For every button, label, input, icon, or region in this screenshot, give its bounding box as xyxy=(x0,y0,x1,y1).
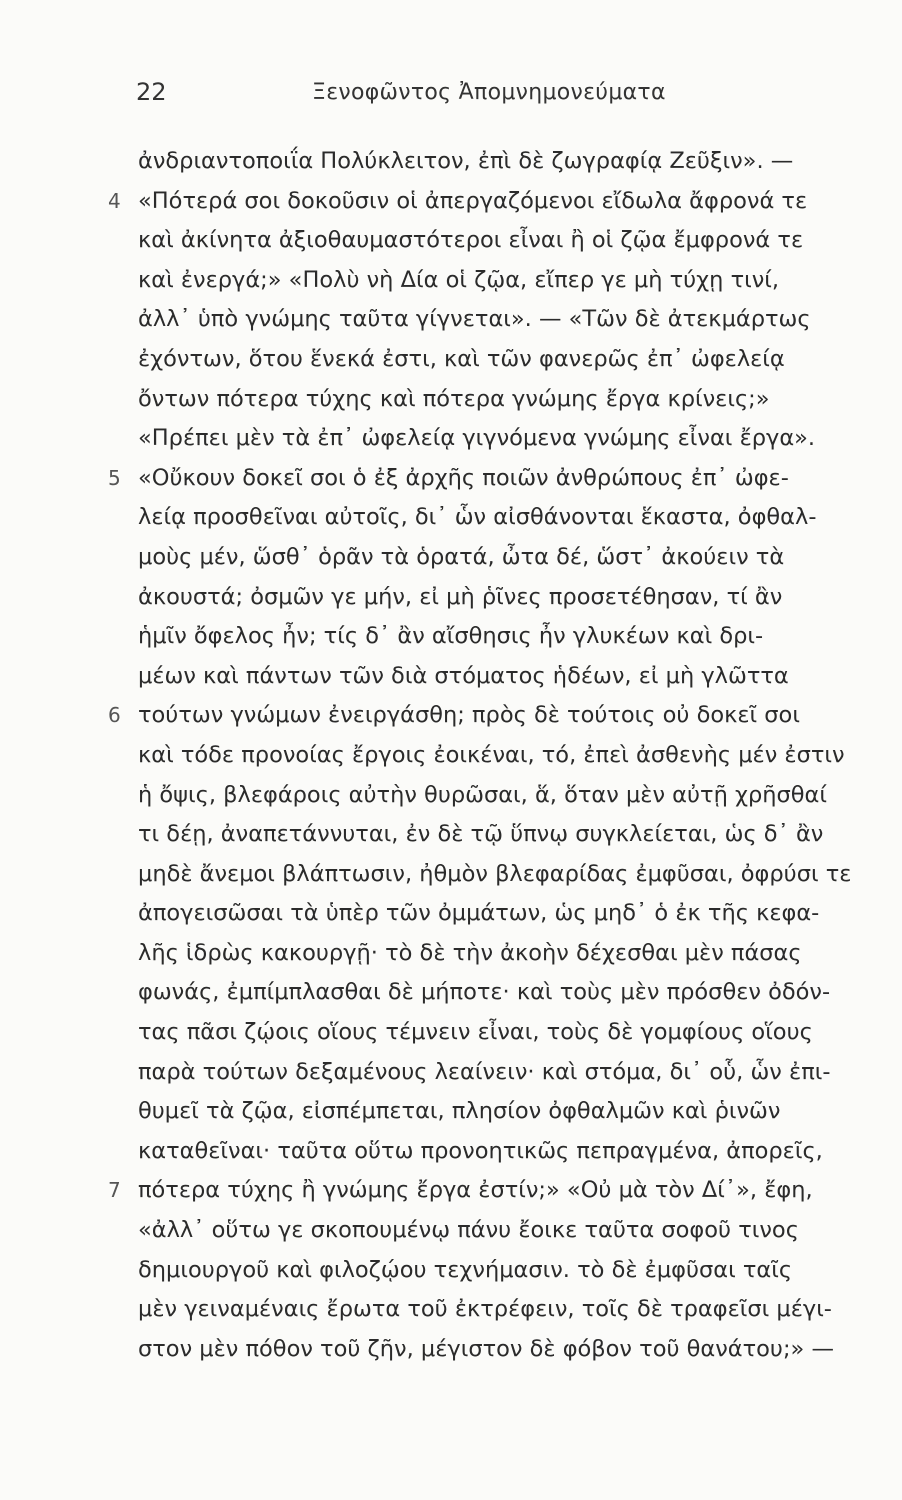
line-text: τας πᾶσι ζῴοις οἵους τέμνειν εἶναι, τοὺς δὲ γομφίους οἵους xyxy=(138,1019,813,1046)
line-text: μοὺς μέν, ὥσθ᾽ ὁρᾶν τὰ ὁρατά, ὦτα δέ, ὥστ᾽ ἀκούειν τὰ xyxy=(138,543,785,570)
section-number: 5 xyxy=(108,465,121,490)
text-line xyxy=(138,1330,878,1370)
text-line xyxy=(138,1211,878,1251)
line-text: «Πότερά σοι δοκοῦσιν οἱ ἀπεργαζόμενοι εἴδωλα ἄφρονά τε xyxy=(138,187,808,214)
section-number: 6 xyxy=(108,703,121,728)
line-text: καὶ ἀκίνητα ἀξιοθαυμαστότεροι εἶναι ἢ οἱ ζῷα ἔμφρονά τε xyxy=(138,227,804,254)
text-line xyxy=(108,696,878,736)
line-text: καὶ τόδε προνοίας ἔργοις ἐοικέναι, τό, ἐπεὶ ἀσθενὴς μέν ἐστιν xyxy=(138,741,845,768)
text-line xyxy=(138,617,878,657)
line-text: ἐχόντων, ὅτου ἕνεκά ἐστι, καὶ τῶν φανερῶς ἐπ᾽ ὠφελείᾳ xyxy=(138,345,785,372)
text-line xyxy=(138,142,878,182)
line-text: τούτων γνώμων ἐνειργάσθη; πρὸς δὲ τούτοις οὐ δοκεῖ σοι xyxy=(138,702,800,729)
text-line xyxy=(138,736,878,776)
line-text: τι δέῃ, ἀναπετάννυται, ἐν δὲ τῷ ὕπνῳ συγκλείεται, ὡς δ᾽ ἂν xyxy=(138,821,824,848)
text-line xyxy=(138,1290,878,1330)
text-line xyxy=(138,1053,878,1093)
line-text: στον μὲν πόθον τοῦ ζῆν, μέγιστον δὲ φόβον τοῦ θανάτου;» — xyxy=(138,1335,834,1362)
section-number: 7 xyxy=(108,1178,121,1203)
text-line xyxy=(108,182,878,222)
text-line xyxy=(138,300,878,340)
line-text: καὶ ἐνεργά;» «Πολὺ νὴ Δία οἱ ζῷα, εἴπερ γε μὴ τύχῃ τινί, xyxy=(138,266,780,293)
text-line xyxy=(108,459,878,499)
text-line xyxy=(138,855,878,895)
line-text: ὄντων πότερα τύχης καὶ πότερα γνώμης ἔργα κρίνεις;» xyxy=(138,385,770,412)
line-text: φωνάς, ἐμπίμπλασθαι δὲ μήποτε· καὶ τοὺς μὲν πρόσθεν ὀδόν- xyxy=(138,979,831,1006)
text-line xyxy=(138,1251,878,1291)
text-line xyxy=(138,894,878,934)
line-text: «Οὔκουν δοκεῖ σοι ὁ ἐξ ἀρχῆς ποιῶν ἀνθρώπους ἐπ᾽ ὠφε- xyxy=(138,464,789,491)
line-text: πότερα τύχης ἢ γνώμης ἔργα ἐστίν;» «Οὐ μὰ τὸν Δί᾽», ἔφη, xyxy=(138,1177,813,1204)
text-line xyxy=(138,1092,878,1132)
line-text: καταθεῖναι· ταῦτα οὕτω προνοητικῶς πεπραγμένα, ἀπορεῖς, xyxy=(138,1137,823,1164)
line-text: «ἀλλ᾽ οὕτω γε σκοπουμένῳ πάνυ ἔοικε ταῦτα σοφοῦ τινος xyxy=(138,1217,799,1244)
text-line xyxy=(138,973,878,1013)
line-text: θυμεῖ τὰ ζῷα, εἰσπέμπεται, πλησίον ὀφθαλμῶν καὶ ῥινῶν xyxy=(138,1098,781,1125)
text-line xyxy=(138,1013,878,1053)
page-header xyxy=(0,78,902,118)
line-text: «Πρέπει μὲν τὰ ἐπ᾽ ὠφελείᾳ γιγνόμενα γνώμης εἶναι ἔργα». xyxy=(138,425,816,452)
section-number: 4 xyxy=(108,188,121,213)
line-text: μηδὲ ἄνεμοι βλάπτωσιν, ἠθμὸν βλεφαρίδας ἐμφῦσαι, ὀφρύσι τε xyxy=(138,860,852,887)
text-line xyxy=(138,380,878,420)
line-text: ἡμῖν ὄφελος ἦν; τίς δ᾽ ἂν αἴσθησις ἦν γλυκέων καὶ δρι- xyxy=(138,623,764,650)
line-text: μέων καὶ πάντων τῶν διὰ στόματος ἡδέων, εἰ μὴ γλῶττα xyxy=(138,662,789,689)
running-title: Ξενοφῶντος Ἀπομνημονεύματα xyxy=(312,80,666,105)
text-line xyxy=(138,776,878,816)
text-line xyxy=(138,419,878,459)
text-line xyxy=(138,261,878,301)
text-line xyxy=(138,1132,878,1172)
text-line xyxy=(138,538,878,578)
line-text: λῆς ἱδρὼς κακουργῇ· τὸ δὲ τὴν ἀκοὴν δέχεσθαι μὲν πάσας xyxy=(138,939,802,966)
line-text: ἀνδριαντοποιΐα Πολύκλειτον, ἐπὶ δὲ ζωγραφίᾳ Ζεῦξιν». — xyxy=(138,148,794,174)
line-text: μὲν γειναμέναις ἔρωτα τοῦ ἐκτρέφειν, τοῖς δὲ τραφεῖσι μέγι- xyxy=(138,1296,832,1323)
text-line xyxy=(138,815,878,855)
line-text: δημιουργοῦ καὶ φιλοζῴου τεχνήμασιν. τὸ δὲ ἐμφῦσαι ταῖς xyxy=(138,1256,793,1283)
line-text: παρὰ τούτων δεξαμένους λεαίνειν· καὶ στόμα, δι᾽ οὗ, ὧν ἐπι- xyxy=(138,1058,831,1085)
line-text: ἀπογεισῶσαι τὰ ὑπὲρ τῶν ὀμμάτων, ὡς μηδ᾽ ὁ ἐκ τῆς κεφα- xyxy=(138,900,820,927)
line-text: λείᾳ προσθεῖναι αὐτοῖς, δι᾽ ὧν αἰσθάνονται ἕκαστα, ὀφθαλ- xyxy=(138,504,817,531)
text-line xyxy=(138,498,878,538)
text-line xyxy=(138,934,878,974)
line-text: ἡ ὄψις, βλεφάροις αὐτὴν θυρῶσαι, ἅ, ὅταν μὲν αὐτῇ χρῆσθαί xyxy=(138,781,827,808)
line-text: ἀλλ᾽ ὑπὸ γνώμης ταῦτα γίγνεται». — «Τῶν δὲ ἀτεκμάρτως xyxy=(138,306,811,333)
body-text xyxy=(108,142,878,1369)
line-text: ἀκουστά; ὀσμῶν γε μήν, εἰ μὴ ῥῖνες προσετέθησαν, τί ἂν xyxy=(138,583,783,610)
text-line xyxy=(138,221,878,261)
page-number: 22 xyxy=(136,78,167,106)
text-line xyxy=(138,578,878,618)
text-line xyxy=(138,340,878,380)
text-line xyxy=(138,657,878,697)
text-line xyxy=(108,1171,878,1211)
